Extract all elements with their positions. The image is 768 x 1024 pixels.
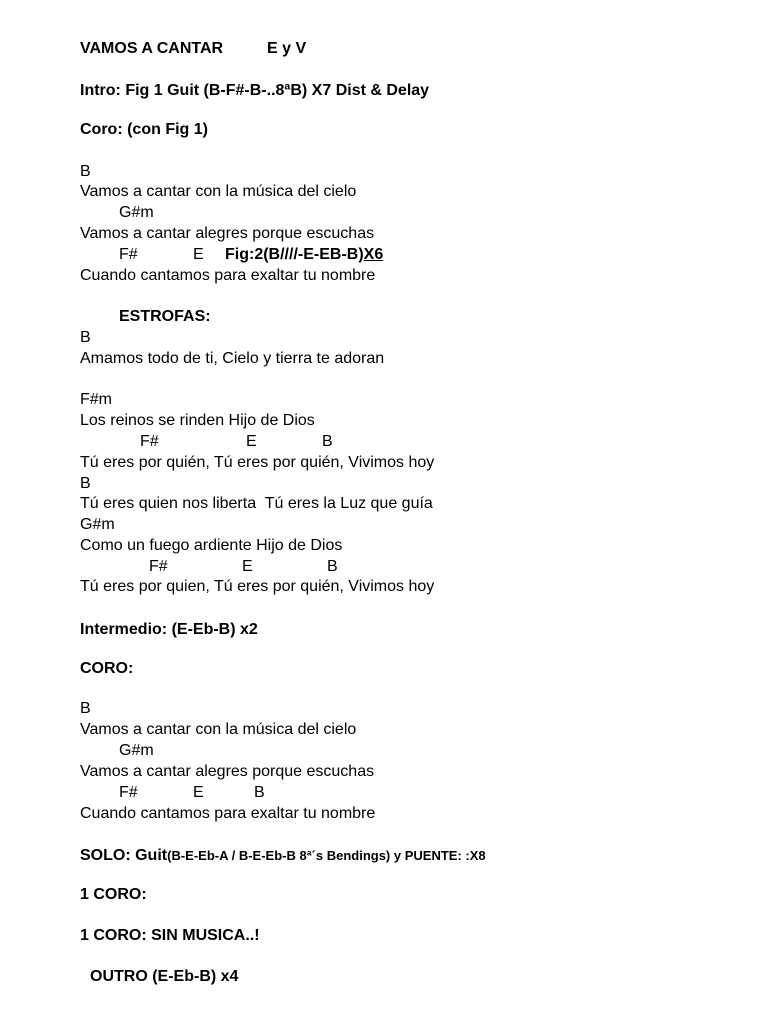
fig2-text: Fig:2(B////-E-EB-B)	[225, 246, 364, 263]
intro-line: Intro: Fig 1 Guit (B-F#-B-..8ªB) X7 Dist & Delay	[80, 82, 430, 99]
fig2-repeat: X6	[363, 246, 384, 263]
coro-heading: CORO:	[80, 660, 134, 677]
chord-line: B	[80, 163, 91, 180]
lyric-line: Tú eres quien nos liberta Tú eres la Luz que guía	[80, 495, 433, 512]
chord-line: B	[322, 433, 333, 450]
outro-line: OUTRO (E-Eb-B) x4	[90, 968, 239, 985]
lyric-line: Tú eres por quien, Tú eres por quién, Vivimos hoy	[80, 578, 435, 595]
chord-line: E	[193, 784, 204, 801]
chord-line: F#	[149, 558, 168, 575]
chord-line: G#m	[80, 516, 115, 533]
estrofas-heading: ESTROFAS:	[119, 308, 211, 325]
lyric-line: Los reinos se rinden Hijo de Dios	[80, 412, 315, 429]
coro-sin-musica-line: 1 CORO: SIN MUSICA..!	[80, 927, 260, 944]
chord-line: F#	[140, 433, 159, 450]
lyric-line: Tú eres por quién, Tú eres por quién, Vivimos hoy	[80, 454, 435, 471]
lyric-line: Vamos a cantar con la música del cielo	[80, 721, 357, 738]
chord-line: G#m	[119, 742, 154, 759]
chord-line: E	[193, 246, 204, 263]
chord-line: B	[80, 329, 91, 346]
chord-line: F#m	[80, 391, 112, 408]
solo-detail: (B-E-Eb-A / B-E-Eb-B 8ª´s Bendings) y PUENTE: :X8	[167, 848, 486, 863]
song-title-line	[80, 39, 307, 59]
chord-line: B	[254, 784, 265, 801]
chord-line: B	[327, 558, 338, 575]
lyric-line: Cuando cantamos para exaltar tu nombre	[80, 805, 376, 822]
lyric-line: Amamos todo de ti, Cielo y tierra te adoran	[80, 350, 385, 367]
chord-line: F#	[119, 246, 138, 263]
chord-line: E	[242, 558, 253, 575]
chord-line: B	[80, 475, 91, 492]
coro-heading: Coro: (con Fig 1)	[80, 121, 208, 138]
fig2-annotation	[225, 245, 383, 265]
intermedio-line: Intermedio: (E-Eb-B) x2	[80, 621, 258, 638]
chord-line: E	[246, 433, 257, 450]
lyric-line: Como un fuego ardiente Hijo de Dios	[80, 537, 343, 554]
solo-main: SOLO: Guit	[80, 847, 168, 864]
solo-line	[80, 846, 486, 866]
lyric-line: Cuando cantamos para exaltar tu nombre	[80, 267, 376, 284]
chord-line: G#m	[119, 204, 154, 221]
lyric-line: Vamos a cantar alegres porque escuchas	[80, 763, 375, 780]
coro-repeat-line: 1 CORO:	[80, 886, 147, 903]
lyric-line: Vamos a cantar con la música del cielo	[80, 183, 357, 200]
chord-line: F#	[119, 784, 138, 801]
song-credit: E y V	[267, 40, 307, 57]
chord-line: B	[80, 700, 91, 717]
song-title: VAMOS A CANTAR	[80, 40, 224, 57]
lyric-line: Vamos a cantar alegres porque escuchas	[80, 225, 375, 242]
